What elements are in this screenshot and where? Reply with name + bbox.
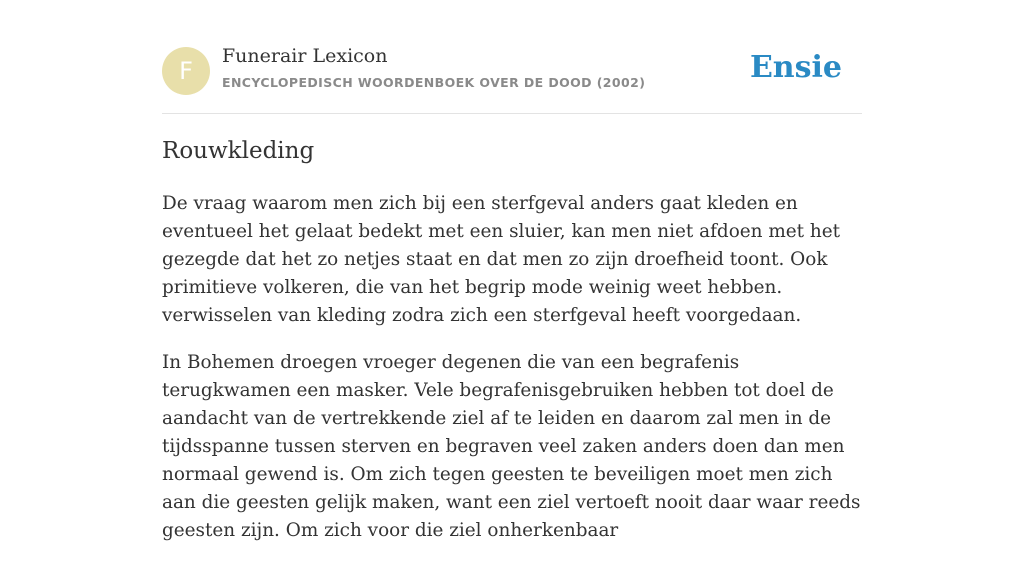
page-title: Rouwkleding <box>162 138 315 164</box>
entry-body <box>162 190 862 564</box>
paragraph: In Bohemen droegen vroeger degenen die van een begrafenis terugkwamen een masker. Vele begrafenisgebruiken hebben tot doel de aandacht van de vertrekkende ziel af te leiden en daarom zal men in de tijdsspanne tussen sterven en begraven veel zaken anders doen dan men normaal gewend is. Om zich tegen geesten te beveiligen moet men zich aan die geesten gelijk maken, want een ziel vertoeft nooit daar waar reeds geesten zijn. Om zich voor die ziel onherkenbaar <box>162 352 861 541</box>
source-title[interactable]: Funerair Lexicon <box>222 45 388 67</box>
source-subtitle: ENCYCLOPEDISCH WOORDENBOEK OVER DE DOOD (2002) <box>222 75 646 90</box>
source-header <box>162 0 862 114</box>
source-avatar[interactable]: F <box>162 47 210 95</box>
ensie-logo-link[interactable]: Ensie <box>749 50 842 85</box>
content-container <box>162 0 862 541</box>
paragraph: De vraag waarom men zich bij een sterfgeval anders gaat kleden en eventueel het gelaat bedekt met een sluier, kan men niet afdoen met het gezegde dat het zo netjes staat en dat men zo zijn droefheid toont. Ook primitieve volkeren, die van het begrip mode weinig weet hebben. verwisselen van kleding zodra zich een sterfgeval heeft voorgedaan. <box>162 193 841 326</box>
